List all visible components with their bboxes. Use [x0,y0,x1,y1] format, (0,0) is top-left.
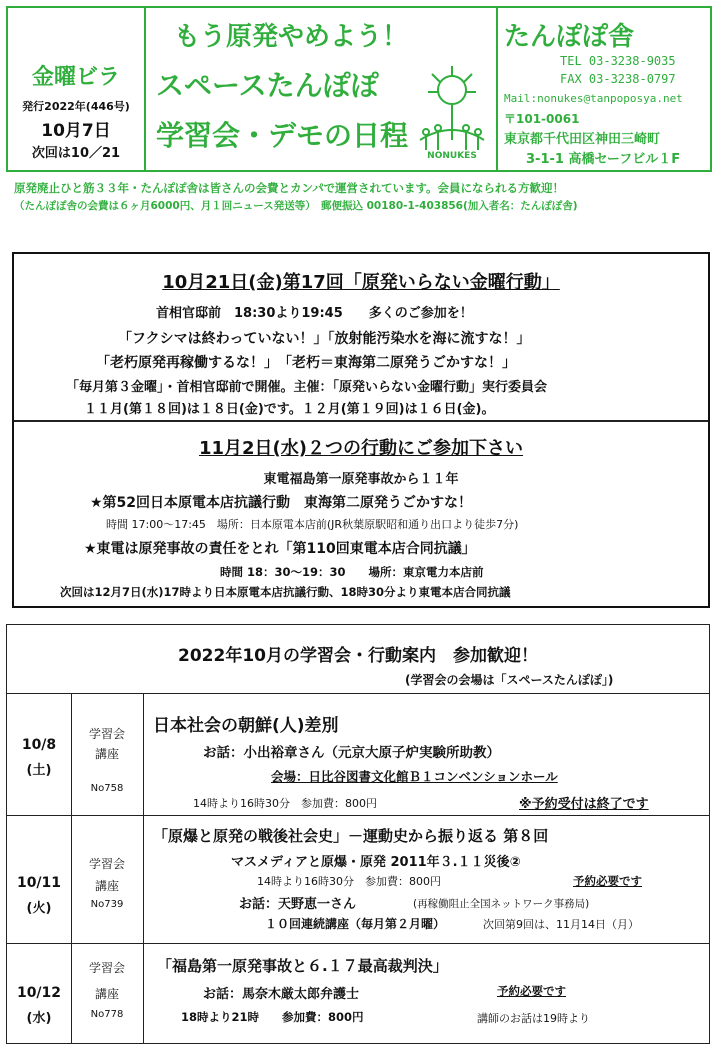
issue-number: 発行2022年(446号) [22,100,130,113]
org-name: たんぽぽ舎 [504,22,635,52]
box-divider [14,420,708,422]
row-note: 講師のお話は19時より [477,1012,590,1025]
org-tel: TEL 03-3238-9035 [560,54,676,68]
row-type2: 講座 [94,987,119,1001]
slogan-line2: スペースたんぽぽ [156,69,379,102]
row-speaker: お話：馬奈木厳太郎弁護士 [203,987,360,1002]
fee-notice: （たんぽぽ舎の会費は６ヶ月6000円、月１回ニュース発送等） 郵便振込 00180-1-403856(加入者名：たんぽぽ舎) [14,200,578,212]
header-center [144,8,498,170]
row-date: 10/11 [16,875,62,891]
nov2-action1-time: 時間 17:00～17:45 場所：日本原電本店前(JR秋葉原駅昭和通り出口より徒歩7分) [106,518,519,531]
row-type2: 講座 [94,879,119,893]
dandelion-logo-icon [412,60,492,160]
friday-note-2: １１月(第１８回)は１８日(金)です。１２月(第１９回)は１６日(金)。 [84,402,495,417]
row-speaker: お話：小出裕章さん（元京大原子炉実験所助教） [203,745,500,761]
schedule-title: 2022年10月の学習会・行動案内 参加歓迎！ [178,646,538,666]
row-note: ※予約受付は終了です [519,797,649,812]
row-speaker-note: (再稼働阻止全国ネットワーク事務局) [413,898,590,910]
row-type: 学習会 [88,857,125,871]
header-right [496,8,710,170]
flyer-title: 金曜ビラ [31,65,120,90]
row-time: 14時より16時30分 参加費：800円 [257,875,441,888]
nov2-next: 次回は12月7日(水)17時より日本原電本店抗議行動、18時30分より東電本店合同抗議 [60,585,511,599]
schedule-row [7,943,711,1043]
org-address1: 東京都千代田区神田三崎町 [504,132,661,147]
slogan-line1: もう原発やめよう！ [174,22,409,52]
row-number: No739 [90,899,124,910]
issue-date: 10月7日 [41,121,111,141]
org-address2: 3-1-1 高橋セーフビル１F [526,152,681,167]
row-reserve: 予約必要です [573,874,642,888]
next-issue: 次回は10／21 [31,146,121,161]
row-day: (土) [26,763,52,778]
row-time: 14時より16時30分 参加費：800円 [193,797,377,810]
schedule-row [7,815,711,943]
row-type2: 講座 [94,747,119,761]
friday-action-place: 首相官邸前 18:30より19:45 多くのご参加を！ [156,306,473,321]
row-day: (火) [26,901,52,916]
row-subtitle: マスメディアと原爆・原発 2011年３.１１災後② [231,855,521,870]
header-box [6,6,712,172]
events-box [12,252,710,608]
row-venue: 会場：日比谷図書文化館Ｂ１コンベンションホール [271,769,558,784]
membership-notice: 原発廃止ひと筋３３年・たんぽぽ舎は皆さんの会費とカンパで運営されています。会員になられる方歓迎！ [14,181,565,195]
schedule-row [7,693,711,815]
row-type: 学習会 [88,961,125,975]
org-fax: FAX 03-3238-0797 [560,72,676,86]
row-type: 学習会 [88,727,125,741]
row-title: 日本社会の朝鮮(人)差別 [153,716,339,736]
friday-note-1: 「毎月第３金曜」・首相官邸前で開催。主催：「原発いらない金曜行動」実行委員会 [66,380,548,395]
nov2-action2: ★東電は原発事故の責任をとれ「第110回東電本店合同抗議」 [84,541,476,557]
nov2-action2-time: 時間 18：30～19：30 場所：東京電力本店前 [220,565,484,579]
row-number: No778 [90,1009,124,1020]
row-speaker: お話：天野恵一さん [239,897,357,912]
header-left [8,8,146,170]
schedule-box [6,624,710,1044]
nov2-subtitle: 東電福島第一原発事故から１１年 [263,472,459,487]
row-reserve: 予約必要です [497,984,566,998]
row-number: No758 [90,783,124,794]
slogan-line3: 学習会・デモの日程 [156,119,409,152]
row-title: 「福島第一原発事故と６.１７最高裁判決」 [157,957,448,975]
org-postal: 〒101-0061 [504,112,580,126]
friday-action-title: 10月21日(金)第17回「原発いらない金曜行動」 [162,272,560,293]
slogan-2: 「老朽原発再稼働するな！」 「老朽＝東海第二原発うごかすな！」 [96,355,516,371]
row-next: 次回第9回は、11月14日（月） [483,918,639,931]
schedule-subtitle: (学習会の会場は「スペースたんぽぽ」) [405,673,614,687]
row-time: 18時より21時 参加費：800円 [181,1010,364,1024]
logo-text: NONUKES [427,151,477,160]
org-mail: Mail:nonukes@tanpoposya.net [504,92,683,105]
row-date: 10/8 [21,737,57,753]
row-title: 「原爆と原発の戦後社会史」－運動史から振り返る 第８回 [153,827,549,845]
nov2-title: 11月2日(水)２つの行動にご参加下さい [198,438,524,459]
slogan-1: 「フクシマは終わっていない！」「放射能汚染水を海に流すな！」 [118,331,531,347]
row-day: (水) [26,1011,52,1026]
row-series: １０回連続講座（毎月第２月曜） [265,917,446,931]
row-date: 10/12 [16,985,62,1001]
nov2-action1: ★第52回日本原電本店抗議行動 東海第二原発うごかすな！ [90,495,473,511]
